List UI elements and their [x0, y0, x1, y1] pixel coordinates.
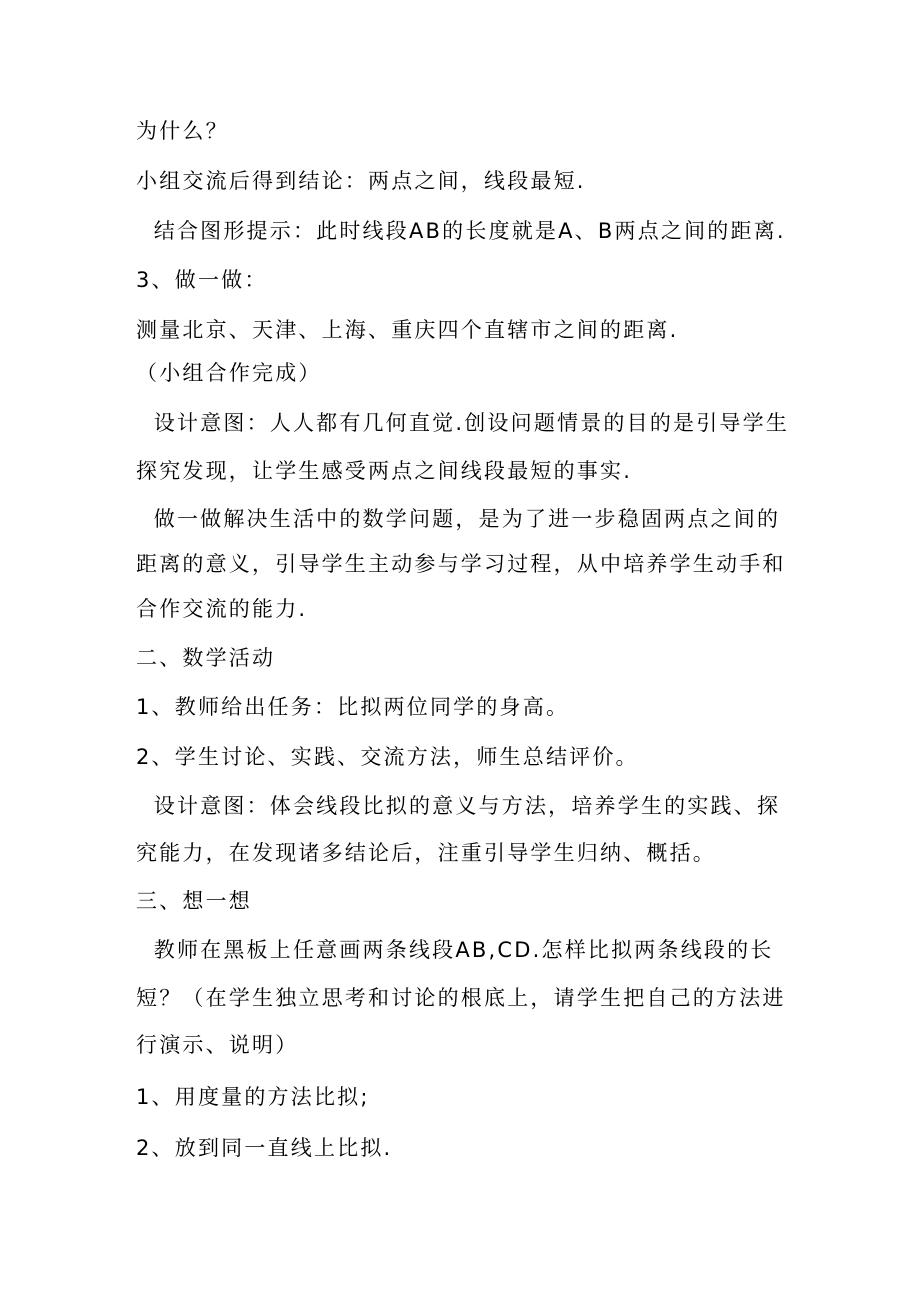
text-line: 3、做一做：: [136, 268, 268, 292]
text-line: 2、放到同一直线上比拟.: [136, 1136, 393, 1160]
text-line: 短？（在学生独立思考和讨论的根底上，请学生把自己的方法进: [136, 986, 786, 1010]
text-line: 设计意图：体会线段比拟的意义与方法，培养学生的实践、探: [136, 794, 781, 818]
text-line: 小组交流后得到结论：两点之间，线段最短.: [136, 169, 586, 193]
text-line: 设计意图：人人都有几何直觉.创设问题情景的目的是引导学生: [136, 411, 790, 435]
text-line: 行演示、说明）: [136, 1033, 299, 1057]
text-line: 探究发现，让学生感受两点之间线段最短的事实.: [136, 459, 633, 483]
text-line: 教师在黑板上任意画两条线段AB,CD.怎样比拟两条线段的长: [136, 938, 774, 962]
section-heading: 二、数学活动: [136, 646, 276, 670]
text-line: 1、用度量的方法比拟;: [136, 1085, 370, 1109]
text-line: 结合图形提示：此时线段AB的长度就是A、B两点之间的距离.: [136, 219, 786, 243]
text-line: 究能力，在发现诸多结论后，注重引导学生归纳、概括。: [136, 841, 716, 865]
text-line: 为什么？: [136, 119, 229, 143]
text-line: 1、教师给出任务：比拟两位同学的身高。: [136, 695, 570, 719]
text-line: 合作交流的能力.: [136, 597, 308, 621]
section-heading: 三、想一想: [136, 889, 252, 913]
text-line: 做一做解决生活中的数学问题，是为了进一步稳固两点之间的: [136, 507, 781, 531]
text-line: （小组合作完成）: [136, 361, 322, 385]
text-line: 2、学生讨论、实践、交流方法，师生总结评价。: [136, 745, 639, 769]
text-line: 测量北京、天津、上海、重庆四个直辖市之间的距离.: [136, 318, 679, 342]
text-line: 距离的意义，引导学生主动参与学习过程，从中培养学生动手和: [136, 552, 786, 576]
